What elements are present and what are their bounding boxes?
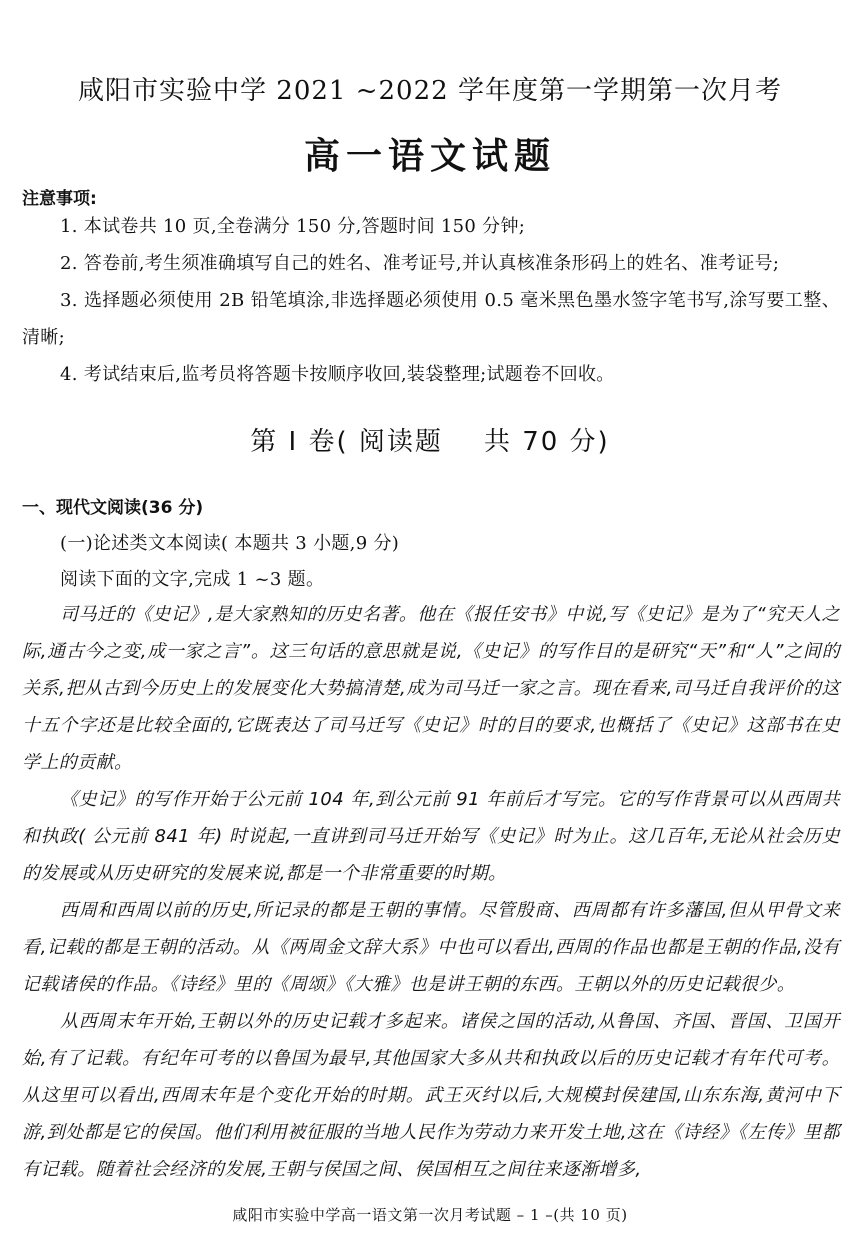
note-item: 1. 本试卷共 10 页,全卷满分 150 分,答题时间 150 分钟; bbox=[60, 216, 526, 237]
passage-paragraph: 司马迁的《史记》,是大家熟知的历史名著。他在《报任安书》中说,写《史记》是为了“究天人之际,通古今之变,成一家之言”。这三句话的意思就是说,《史记》的写作目的是研究“天”和“人”之间的关系,把从古到今历史上的发展变化大势搞清楚,成为司马迁一家之言。现在看来,司马迁自我评价的这十五个字还是比较全面的,它既表达了司马迁写《史记》时的目的要求,也概括了《史记》这部书在史学上的贡献。 bbox=[22, 604, 840, 773]
reading-passage bbox=[22, 596, 840, 1188]
note-item: 2. 答卷前,考生须准确填写自己的姓名、准考证号,并认真核准条形码上的姓名、准考证号; bbox=[60, 253, 780, 274]
passage-paragraph: 西周和西周以前的历史,所记录的都是王朝的事情。尽管殷商、西周都有许多藩国,但从甲骨文来看,记载的都是王朝的活动。从《两周金文辞大系》中也可以看出,西周的作品也都是王朝的作品,没有记载诸侯的作品。《诗经》里的《周颂》《大雅》也是讲王朝的东西。王朝以外的历史记载很少。 bbox=[22, 900, 840, 995]
note-item: 3. 选择题必须使用 2B 铅笔填涂,非选择题必须使用 0.5 毫米黑色墨水签字笔书写,涂写要工整、清晰; bbox=[22, 290, 840, 348]
page-footer: 咸阳市实验中学高一语文第一次月考试题 – 1 –(共 10 页) bbox=[232, 1206, 628, 1224]
section-title: 第 Ⅰ 卷( 阅读题 共 70 分) bbox=[250, 427, 610, 457]
notes-list bbox=[22, 208, 840, 393]
sub-heading: (一)论述类文本阅读( 本题共 3 小题,9 分) bbox=[60, 533, 400, 554]
notes-heading: 注意事项: bbox=[22, 189, 97, 209]
passage-paragraph: 《史记》的写作开始于公元前 104 年,到公元前 91 年前后才写完。它的写作背景可以从西周共和执政( 公元前 841 年) 时说起,一直讲到司马迁开始写《史记》时为止。这几百年,无论从社会历史的发展或从历史研究的发展来说,都是一个非常重要的时期。 bbox=[22, 789, 840, 884]
page-title: 高一语文试题 bbox=[303, 136, 556, 177]
reading-instruction: 阅读下面的文字,完成 1 ~3 题。 bbox=[60, 569, 325, 590]
part-heading: 一、现代文阅读(36 分) bbox=[22, 498, 204, 518]
note-item: 4. 考试结束后,监考员将答题卡按顺序收回,装袋整理;试题卷不回收。 bbox=[60, 364, 615, 385]
passage-paragraph: 从西周末年开始,王朝以外的历史记载才多起来。诸侯之国的活动,从鲁国、齐国、晋国、卫国开始,有了记载。有纪年可考的以鲁国为最早,其他国家大多从共和执政以后的历史记载才有年代可考。从这里可以看出,西周末年是个变化开始的时期。武王灭纣以后,大规模封侯建国,山东东海,黄河中下游,到处都是它的侯国。他们利用被征服的当地人民作为劳动力来开发土地,这在《诗经》《左传》里都有记载。随着社会经济的发展,王朝与侯国之间、侯国相互之间往来逐渐增多, bbox=[22, 1011, 840, 1180]
exam-header: 咸阳市实验中学 2021 ~2022 学年度第一学期第一次月考 bbox=[78, 76, 782, 106]
